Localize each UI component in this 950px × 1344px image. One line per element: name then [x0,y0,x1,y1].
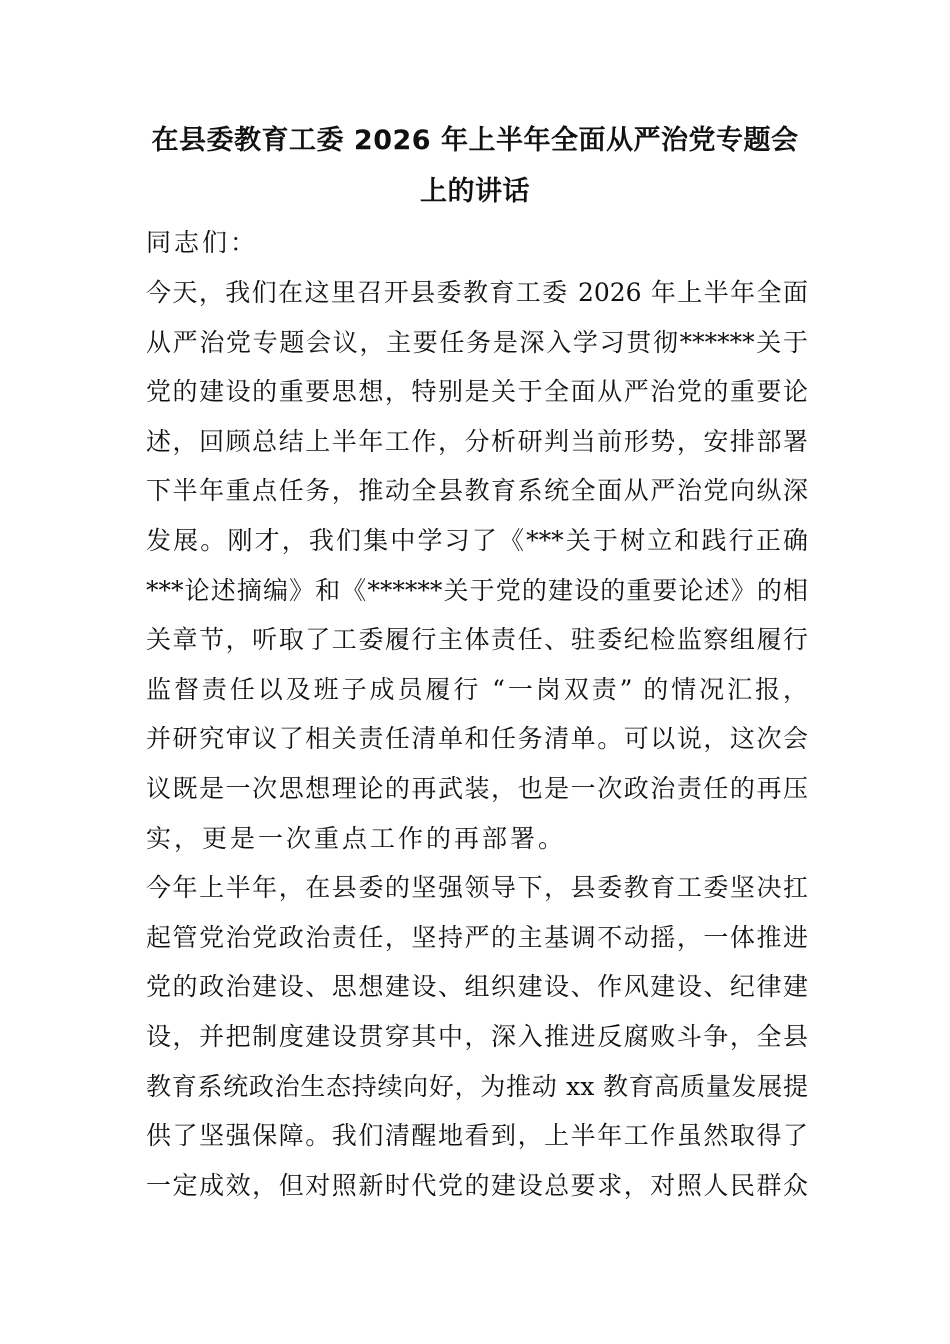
paragraph-1-line: 议既是一次思想理论的再武装，也是一次政治责任的再压 [146,774,808,803]
paragraph-1-line: 今天，我们在这里召开县委教育工委 2026 年上半年全面 [146,278,808,307]
paragraph-1-line: 实，更是一次重点工作的再部署。 [146,823,567,853]
paragraph-1-line: 从严治党专题会议，主要任务是深入学习贯彻******关于 [146,327,808,357]
paragraph-1-line: 述，回顾总结上半年工作，分析研判当前形势，安排部署 [146,426,808,456]
document-title-line-1: 在县委教育工委 2026 年上半年全面从严治党专题会 [151,125,799,156]
paragraph-2-line: 党的政治建设、思想建设、组织建设、作风建设、纪律建 [146,972,808,1002]
paragraph-1-line: 党的建设的重要思想，特别是关于全面从严治党的重要论 [146,377,808,407]
paragraph-1-line: 关章节，听取了工委履行主体责任、驻委纪检监察组履行 [146,625,808,655]
paragraph-1-line: 下半年重点任务，推动全县教育系统全面从严治党向纵深 [146,476,808,506]
paragraph-2-line: 供了坚强保障。我们清醒地看到，上半年工作虽然取得了 [146,1121,808,1151]
paragraph-1-line: 并研究审议了相关责任清单和任务清单。可以说，这次会 [146,724,808,754]
paragraph-1-line: 监督责任以及班子成员履行 “一岗双责” 的情况汇报， [146,674,808,704]
paragraph-2-line: 教育系统政治生态持续向好，为推动 xx 教育高质量发展提 [146,1071,808,1101]
paragraph-2-line: 今年上半年，在县委的坚强领导下，县委教育工委坚决扛 [146,873,808,903]
document-title-line-2: 上的讲话 [420,176,530,207]
paragraph-1-line: 发展。刚才，我们集中学习了《***关于树立和践行正确 [146,526,808,555]
paragraph-2-line: 起管党治党政治责任，坚持严的主基调不动摇，一体推进 [146,922,808,952]
paragraph-2-line: 一定成效，但对照新时代党的建设总要求，对照人民群众 [146,1170,808,1200]
greeting: 同志们： [146,228,259,257]
paragraph-2-line: 设，并把制度建设贯穿其中，深入推进反腐败斗争，全县 [146,1022,808,1051]
paragraph-1-line: ***论述摘编》和《******关于党的建设的重要论述》的相 [146,575,808,605]
